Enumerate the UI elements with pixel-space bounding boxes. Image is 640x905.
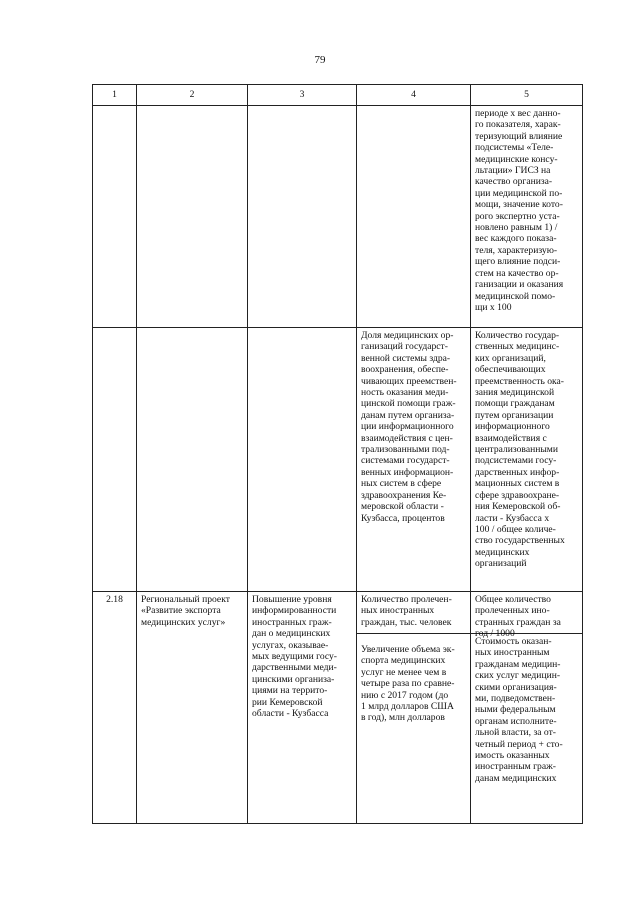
table-cell	[357, 106, 471, 328]
header-col-5: 5	[471, 85, 583, 106]
indicator-cell: Увеличение объема эк- спорта медицинских услуг не менее чем в четыре раза по сравне- нию с 2017 годом (до 1 млрд долларов США в год), млн долларов	[361, 644, 455, 724]
project-cell: Региональный проект «Развитие экспорта медицинских услуг»	[137, 592, 248, 824]
indicator-cell: Количество пролечен- ных иностранных граждан, тыс. человек	[357, 592, 470, 634]
table-row	[93, 328, 583, 592]
formula-cell: периоде х вес данно- го показателя, харак- теризующий влияние подсистемы «Теле- медицинские консу- льтации» ГИСЗ на качество организа- ции медицинской по- мощи, значение кото- рого экспертно уста- новлено равным 1) / вес каждого показа- теля, характеризую- щего влияние подси- стем на качество ор- ганизации и оказания медицинской помо- щи х 100	[471, 106, 583, 328]
table-cell	[93, 106, 137, 328]
header-col-4: 4	[357, 85, 471, 106]
table-cell	[137, 328, 248, 592]
formula-split-cell	[471, 592, 583, 824]
table-row	[93, 106, 583, 328]
indicators-table	[92, 84, 583, 824]
table-header-row	[93, 85, 583, 106]
goal-cell: Повышение уровня информированности иностранных граж- дан о медицинских услугах, оказывае- мых ведущими госу- дарственными меди- цинскими организа- циями на террито- рии Кемеровской области - Кузбасса	[248, 592, 357, 824]
formula-cell: Стоимость оказан- ных иностранным гражданам медицин- ских услуг медицин- скими организация- ми, подведомствен- ными федеральным органам исполните- льной власти, за от- четный период + сто- имость оказанных иностранным граж- данам медицинских	[475, 636, 563, 784]
formula-cell: Общее количество пролеченных ино- странных граждан за год / 1000	[471, 592, 582, 634]
table-cell	[137, 106, 248, 328]
table-cell	[248, 328, 357, 592]
indicator-split-cell	[357, 592, 471, 824]
header-col-3: 3	[248, 85, 357, 106]
formula-cell: Количество государ- ственных медицинс- ких организаций, обеспечивающих преемственность ока- зания медицинской помощи гражданам путем организации информационного взаимодействия с централизованными подсистемами госу- дарственных инфор- мационных систем в сфере здравоохране- ния Кемеровской об- ласти - Кузбасса х 100 / общее количе- ство государственных медицинских организаций	[471, 328, 583, 592]
table-cell	[93, 328, 137, 592]
table-row	[93, 592, 583, 824]
header-col-2: 2	[137, 85, 248, 106]
page-number: 79	[314, 54, 326, 66]
table-cell	[248, 106, 357, 328]
header-col-1: 1	[93, 85, 137, 106]
indicator-cell: Доля медицинских ор- ганизаций государст- венной системы здра- воохранения, обеспе- чивающих преемствен- ность оказания меди- цинской помощи граж- данам путем организа- ции информационного взаимодействия с цен- трализованными под- системами государст- венных информацион- ных систем в сфере здравоохранения Ке- меровской области - Кузбасса, процентов	[357, 328, 471, 592]
row-number-cell: 2.18	[93, 592, 137, 824]
